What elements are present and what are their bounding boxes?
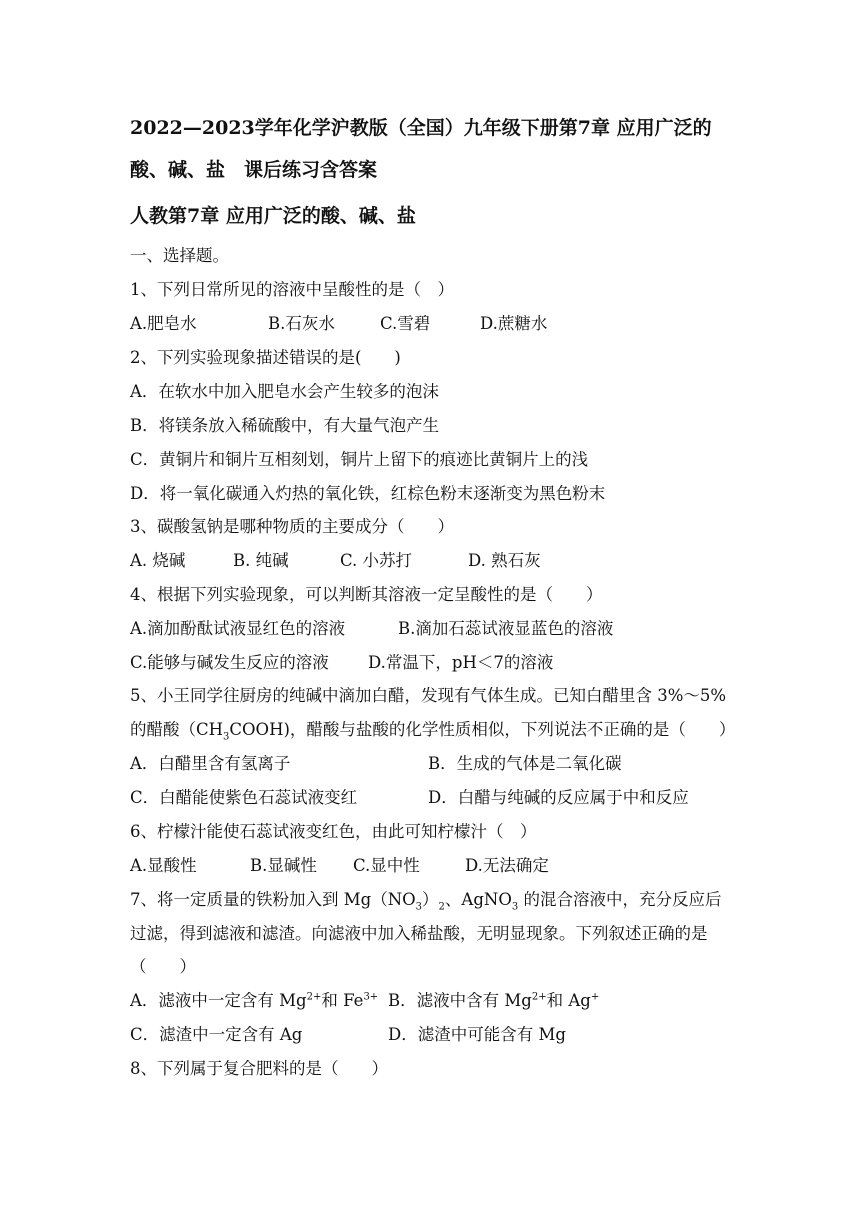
question-4-options-cd [130,653,553,673]
question-5-options-cd [130,788,689,808]
question-6-options [130,856,549,876]
subscript: 3 [415,901,423,913]
option-b: B.滴加石蕊试液显蓝色的溶液 [398,619,614,638]
question-6-stem: 6、柠檬汁能使石蕊试液变红色，由此可知柠檬汁（ ） [130,822,537,841]
option-d: D.无法确定 [465,856,549,875]
option-text: A．滤液中一定含有 Mg [130,991,307,1010]
option-a: A.滴加酚酞试液显红色的溶液 [130,619,346,638]
option-d: D．白醋与纯碱的反应属于中和反应 [428,788,689,807]
option-d: D. 熟石灰 [468,551,541,570]
question-7-stem-line3: （ ） [130,957,196,976]
question-2-option-c: C．黄铜片和铜片互相刻划，铜片上留下的痕迹比黄铜片上的浅 [130,450,589,469]
question-4-options-ab [130,619,613,639]
question-7-options-ab [130,991,599,1011]
subscript: 3 [511,901,519,913]
question-7-stem-line1 [130,890,722,913]
question-3-options [130,551,541,571]
question-1-stem: 1、下列日常所见的溶液中呈酸性的是（ ） [130,280,454,299]
subscript: 2 [438,901,445,913]
superscript: 2+ [306,991,322,1003]
superscript: 2+ [531,991,547,1003]
question-2-option-b: B．将镁条放入稀硫酸中，有大量气泡产生 [130,416,440,435]
subscript: 3 [223,731,230,743]
question-8-stem: 8、下列属于复合肥料的是（ ） [130,1059,388,1078]
option-b: B．生成的气体是二氧化碳 [428,754,622,773]
doc-title-line2: 酸、碱、盐 课后练习含答案 [130,159,378,181]
option-text: 和 Fe [321,991,364,1010]
option-b: B.显碱性 [250,856,317,875]
superscript: + [590,991,600,1003]
stem-text: 的醋酸（CH [130,720,224,739]
doc-title-line1: 2022—2023学年化学沪教版（全国）九年级下册第7章 应用广泛的 [130,117,712,139]
option-b [388,991,599,1011]
option-c: C．白醋能使紫色石蕊试液变红 [130,788,358,807]
superscript: 3+ [363,991,379,1003]
stem-text: 7、将一定质量的铁粉加入到 Mg（NO [130,890,416,909]
section-heading: 一、选择题。 [130,246,229,265]
question-5-options-ab [130,754,622,774]
option-a: A. 烧碱 [130,551,186,570]
option-d: D.常温下，pH＜7的溶液 [368,653,554,672]
option-b: B. 纯碱 [233,551,289,570]
question-2-stem: 2、下列实验现象描述错误的是( ) [130,348,401,367]
option-c: C.显中性 [353,856,420,875]
option-b: B.石灰水 [268,314,335,333]
option-a [130,991,388,1011]
option-a: A.显酸性 [130,856,197,875]
option-c: C.雪碧 [380,314,431,333]
question-7-stem-line2: 过滤，得到滤液和滤渣。向滤液中加入稀盐酸，无明显现象。下列叙述正确的是 [130,924,708,943]
question-2-option-a: A．在软水中加入肥皂水会产生较多的泡沫 [130,382,439,401]
question-2-option-d: D．将一氧化碳通入灼热的氧化铁，红棕色粉末逐渐变为黑色粉末 [130,484,606,503]
stem-text: 、AgNO [444,890,512,909]
question-4-stem: 4、根据下列实验现象，可以判断其溶液一定呈酸性的是（ ） [130,585,603,604]
question-5-stem-line1: 5、小王同学往厨房的纯碱中滴加白醋，发现有气体生成。已知白醋里含 3%～5% [130,686,727,705]
option-text: B．滤液中含有 Mg [388,991,532,1010]
stem-text: COOH)，醋酸与盐酸的化学性质相似，下列说法不正确的是（ ） [229,720,736,739]
option-text: 和 Ag [546,991,591,1010]
question-1-options [130,314,547,334]
option-d: D.蔗糖水 [480,314,548,333]
question-5-stem-line2 [130,720,736,743]
chapter-heading: 人教第7章 应用广泛的酸、碱、盐 [130,205,416,227]
stem-text: ） [422,890,439,909]
option-a: A．白醋里含有氢离子 [130,754,291,773]
stem-text: 的混合溶液中，充分反应后 [518,890,722,909]
option-a: A.肥皂水 [130,314,197,333]
option-c: C. 小苏打 [340,551,413,570]
question-7-options-cd [130,1025,566,1045]
question-3-stem: 3、碳酸氢钠是哪种物质的主要成分（ ） [130,517,454,536]
option-c: C．滤渣中一定含有 Ag [130,1025,303,1044]
option-d: D．滤渣中可能含有 Mg [388,1025,566,1044]
option-c: C.能够与碱发生反应的溶液 [130,653,329,672]
